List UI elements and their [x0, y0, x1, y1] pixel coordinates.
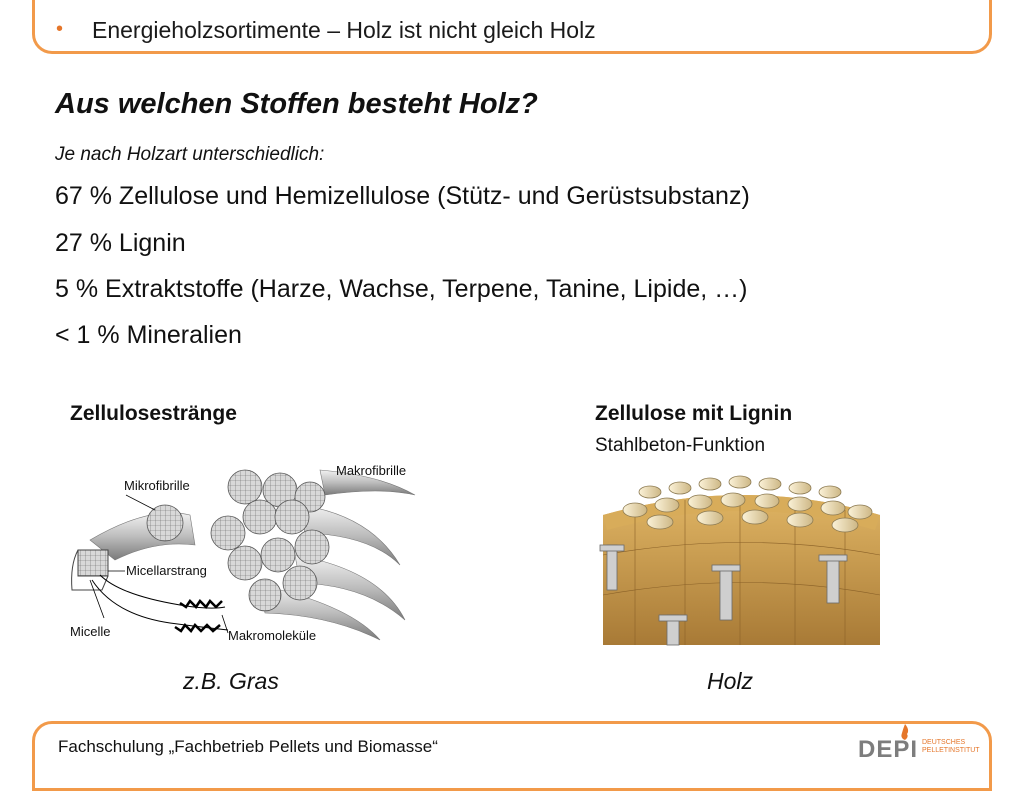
- label-makrofibrille: Makrofibrille: [336, 463, 407, 478]
- label-mikrofibrille: Mikrofibrille: [124, 478, 190, 493]
- bullet-line-lignin: 27 % Lignin: [55, 229, 186, 257]
- depi-logo-subtitle: [922, 739, 980, 755]
- steel-beam: [827, 555, 839, 603]
- fibre-ring: [669, 482, 691, 494]
- fibre-ring: [699, 478, 721, 490]
- steel-beam: [607, 545, 617, 590]
- figure-right-caption: Holz: [707, 668, 754, 694]
- fibril-circle: [283, 566, 317, 600]
- fibril-circle: [147, 505, 183, 541]
- fibre-ring: [647, 515, 673, 529]
- slide-subtitle: Je nach Holzart unterschiedlich:: [55, 144, 325, 165]
- steel-beam: [819, 555, 847, 561]
- steel-beam: [720, 565, 732, 620]
- fibre-ring: [688, 495, 712, 509]
- fibre-ring: [721, 493, 745, 507]
- steel-beam: [600, 545, 624, 551]
- fibre-ring: [821, 501, 845, 515]
- slide-title: Aus welchen Stoffen besteht Holz?: [55, 88, 538, 120]
- bullet-line-cellulose: 67 % Zellulose und Hemizellulose (Stütz- und Gerüstsubstanz): [55, 182, 750, 210]
- fibre-ring: [729, 476, 751, 488]
- fibre-ring: [788, 497, 812, 511]
- fibril-circle: [228, 470, 262, 504]
- fibre-ring: [655, 498, 679, 512]
- figure-right-title: Zellulose mit Lignin: [595, 402, 793, 425]
- label-micelle: Micelle: [70, 624, 111, 639]
- fibre-ring: [759, 478, 781, 490]
- fibre-ring: [697, 511, 723, 525]
- fibril-circle: [261, 538, 295, 572]
- steel-beam: [659, 615, 687, 621]
- figure-left-title: Zellulosestränge: [70, 402, 237, 425]
- fibril-circle: [295, 530, 329, 564]
- fibre-ring: [787, 513, 813, 527]
- fibril-circle: [211, 516, 245, 550]
- fibre-ring: [623, 503, 647, 517]
- fibre-ring: [832, 518, 858, 532]
- fibril-circle: [249, 579, 281, 611]
- bullet-line-extracts: 5 % Extraktstoffe (Harze, Wachse, Terpene, Tanine, Lipide, …): [55, 275, 748, 303]
- label-makromolekuele: Makromoleküle: [228, 628, 317, 643]
- fibre-ring: [848, 505, 872, 519]
- figure-left-caption: z.B. Gras: [183, 668, 279, 694]
- fibril-circle: [228, 546, 262, 580]
- steel-beam: [712, 565, 740, 571]
- fibre-ring: [742, 510, 768, 524]
- depi-logo-line-1: DEUTSCHES: [922, 739, 966, 746]
- fibre-ring: [789, 482, 811, 494]
- cellulose-lignin-illustration: [595, 470, 890, 650]
- bullet-line-minerals: < 1 % Mineralien: [55, 321, 242, 349]
- label-micellarstrang: Micellarstrang: [126, 563, 207, 578]
- depi-logo: DEPI: [858, 736, 919, 763]
- fibre-ring: [639, 486, 661, 498]
- fibril-circle: [275, 500, 309, 534]
- fibril-circle: [243, 500, 277, 534]
- header-title: Energieholzsortimente – Holz ist nicht gleich Holz: [92, 17, 596, 43]
- cellulose-strands-illustration: [60, 455, 420, 655]
- depi-logo-line-2: PELLETINSTITUT: [922, 747, 980, 754]
- figure-right-subtitle: Stahlbeton-Funktion: [595, 435, 766, 456]
- footer-text: Fachschulung „Fachbetrieb Pellets und Biomasse“: [58, 737, 438, 756]
- fibre-ring: [819, 486, 841, 498]
- fibre-ring: [755, 494, 779, 508]
- header-bullet: •: [56, 18, 64, 40]
